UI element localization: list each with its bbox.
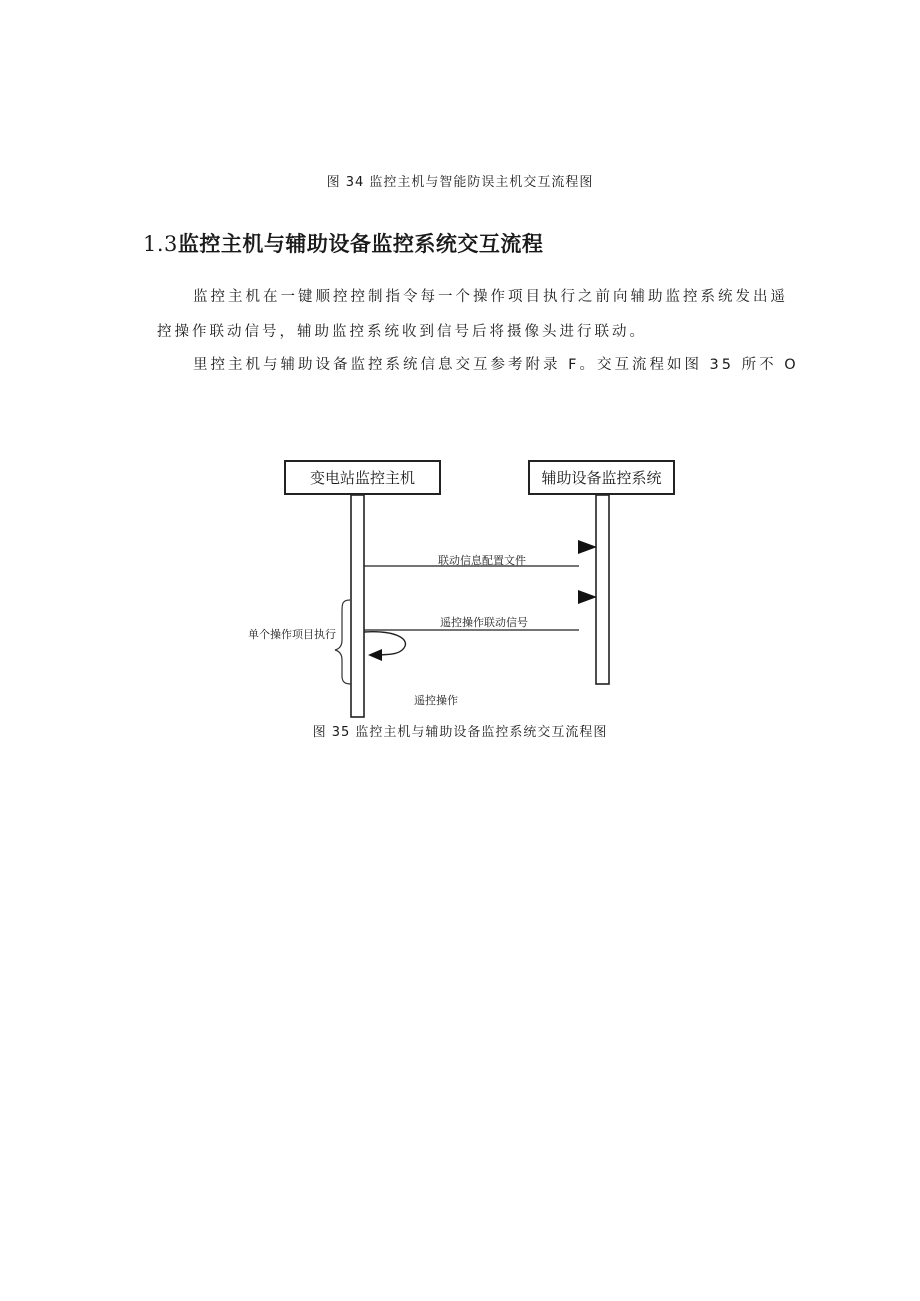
figure-34-caption: 图 34 监控主机与智能防误主机交互流程图 bbox=[326, 175, 594, 190]
message-1-label: 联动信息配置文件 bbox=[438, 554, 526, 567]
message-2-arrowhead bbox=[578, 590, 597, 604]
self-loop-arc bbox=[364, 632, 405, 655]
paragraph-line-2: 控操作联动信号，辅助监控系统收到信号后将摄像头进行联动。 bbox=[157, 324, 647, 340]
paragraph-line-3: 里控主机与辅助设备监控系统信息交互参考附录 F。交互流程如图 35 所不 O bbox=[193, 357, 799, 373]
lifeline-host-box: 变电站监控主机 bbox=[284, 460, 441, 495]
self-loop-label: 遥控操作 bbox=[414, 694, 458, 707]
section-number: 1.3 bbox=[143, 232, 178, 256]
host-activation-bar bbox=[351, 495, 364, 717]
paragraph-line-1: 监控主机在一键顺控控制指令每一个操作项目执行之前向辅助监控系统发出遥 bbox=[193, 289, 788, 305]
message-1-arrowhead bbox=[578, 540, 597, 554]
side-label: 单个操作项目执行 bbox=[248, 628, 336, 641]
section-title: 监控主机与辅助设备监控系统交互流程 bbox=[177, 232, 544, 256]
execution-brace bbox=[335, 600, 351, 684]
aux-activation-bar bbox=[596, 495, 609, 684]
figure-35-caption: 图 35 监控主机与辅助设备监控系统交互流程图 bbox=[312, 725, 608, 740]
message-2-label: 遥控操作联动信号 bbox=[440, 616, 528, 629]
self-loop-arrowhead bbox=[368, 649, 382, 661]
lifeline-aux-box: 辅助设备监控系统 bbox=[528, 460, 675, 495]
section-heading bbox=[143, 228, 543, 258]
